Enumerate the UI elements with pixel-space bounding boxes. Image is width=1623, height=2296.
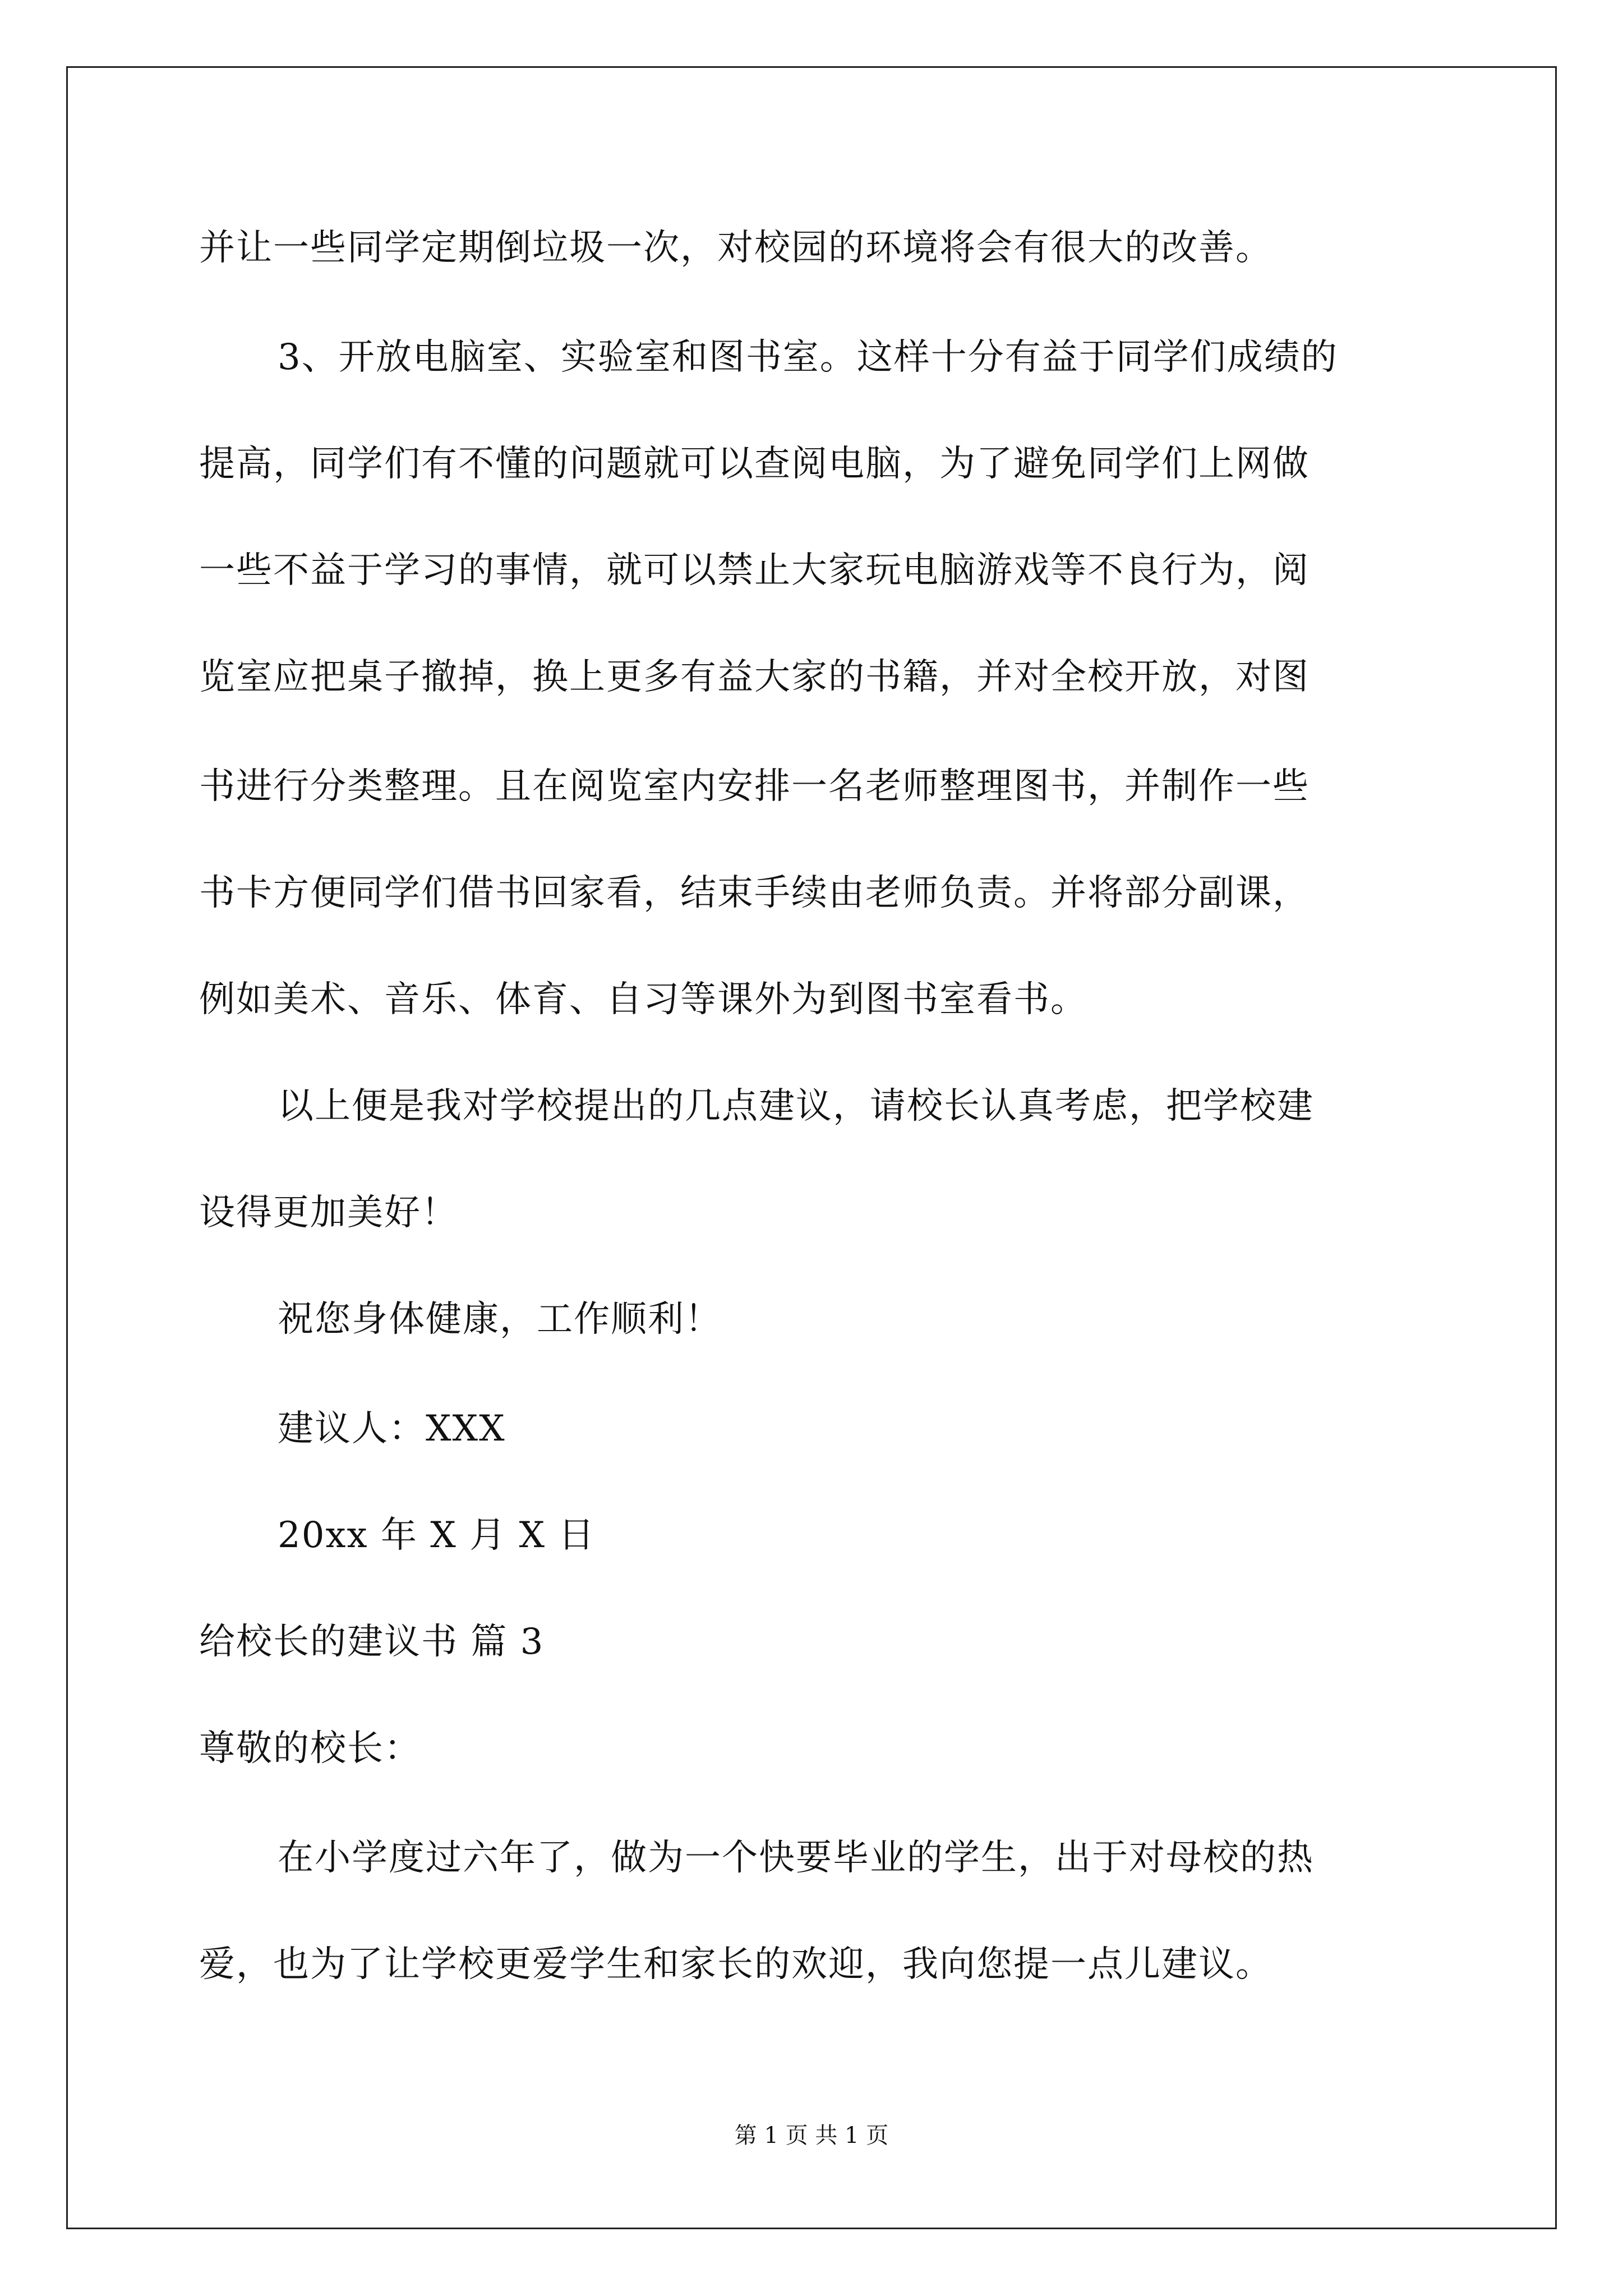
date-line: 20xx 年 X 月 X 日: [278, 1515, 596, 1556]
paragraph-line: 以上便是我对学校提出的几点建议，请校长认真考虑，把学校建: [278, 1085, 1314, 1127]
paragraph-line: 例如美术、音乐、体育、自习等课外为到图书室看书。: [199, 979, 1087, 1020]
closing-line: 祝您身体健康，工作顺利！: [278, 1299, 722, 1340]
paragraph-line: 提高，同学们有不懂的问题就可以查阅电脑，为了避免同学们上网做: [199, 443, 1310, 485]
section-heading: 给校长的建议书 篇 3: [199, 1621, 545, 1663]
signature-line: 建议人：XXX: [278, 1408, 506, 1450]
paragraph-line: 一些不益于学习的事情，就可以禁止大家玩电脑游戏等不良行为，阅: [199, 550, 1310, 591]
paragraph-line: 书进行分类整理。且在阅览室内安排一名老师整理图书，并制作一些: [199, 766, 1310, 807]
paragraph-line: 并让一些同学定期倒垃圾一次，对校园的环境将会有很大的改善。: [199, 227, 1272, 269]
page-border: [66, 66, 1557, 2229]
paragraph-line: 设得更加美好！: [199, 1192, 458, 1234]
salutation: 尊敬的校长：: [199, 1728, 421, 1769]
paragraph-line: 3、开放电脑室、实验室和图书室。这样十分有益于同学们成绩的: [278, 337, 1338, 378]
paragraph-line: 在小学度过六年了，做为一个快要毕业的学生，出于对母校的热: [278, 1837, 1314, 1879]
paragraph-line: 书卡方便同学们借书回家看，结束手续由老师负责。并将部分副课，: [199, 872, 1310, 914]
page-footer: 第 1 页 共 1 页: [734, 2123, 889, 2148]
paragraph-line: 览室应把桌子撤掉，换上更多有益大家的书籍，并对全校开放，对图: [199, 656, 1310, 698]
paragraph-line: 爱，也为了让学校更爱学生和家长的欢迎，我向您提一点儿建议。: [199, 1944, 1272, 1985]
